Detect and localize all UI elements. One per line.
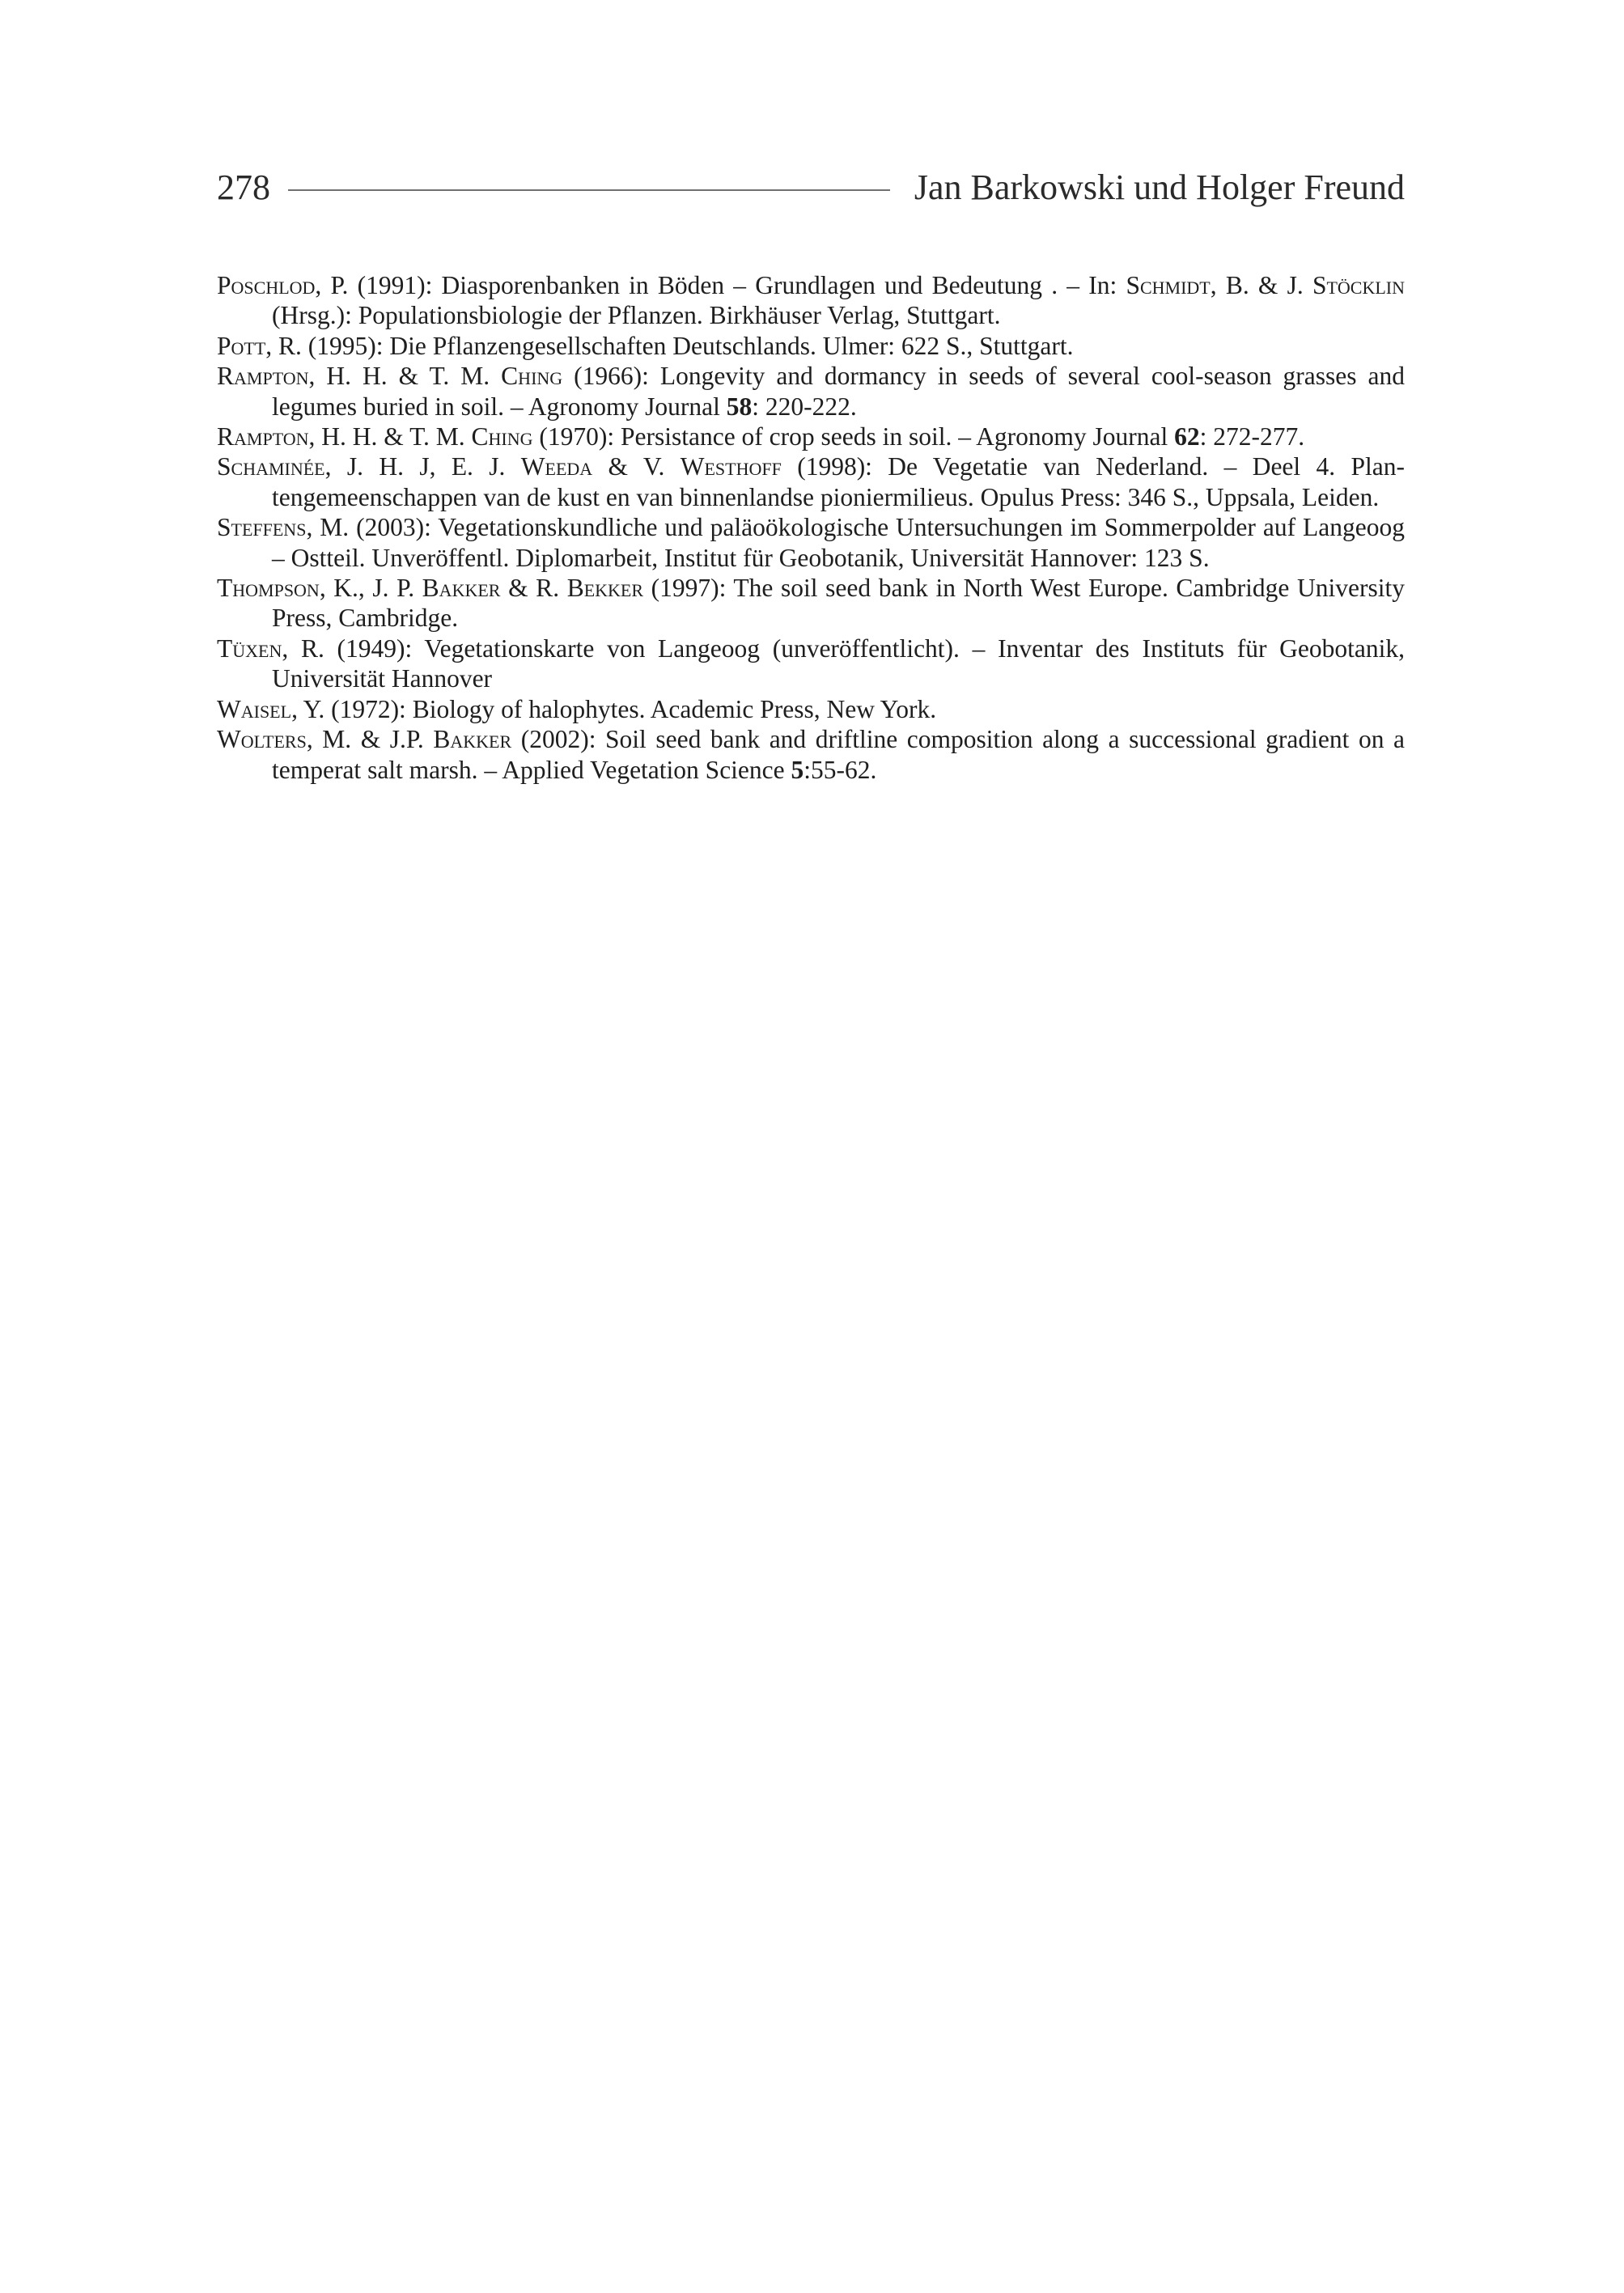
page-number: 278 bbox=[217, 167, 270, 207]
reference-author: Rampton bbox=[217, 422, 309, 451]
reference-text: : 220-222. bbox=[752, 392, 857, 421]
reference-text: , M. & J.P. bbox=[306, 725, 434, 754]
reference-author: Bakker bbox=[422, 574, 501, 603]
reference-author: Bakker bbox=[433, 725, 512, 754]
reference-author: Schaminée bbox=[217, 452, 325, 481]
running-head-authors: Jan Barkowski und Holger Freund bbox=[914, 167, 1405, 207]
reference-text: & V. bbox=[592, 452, 681, 481]
reference-author: Tüxen bbox=[217, 634, 282, 663]
reference-text: , R. (1949): Vegetationskarte von Langeoog (unveröffentlicht). – Inventar des Instituts für Geobotanik, Universität Hannover bbox=[272, 634, 1405, 693]
reference-text: , H. H. & T. M. bbox=[308, 362, 502, 391]
reference-volume: 5 bbox=[791, 755, 804, 784]
reference-list bbox=[217, 270, 1405, 785]
reference-text: (1966): Longevity and dormancy in seeds of several cool-season grasses and legumes buried in soil. – Agronomy Journal bbox=[272, 362, 1406, 421]
reference-text: (1970): Persistance of crop seeds in soil. – Agronomy Journal bbox=[532, 422, 1175, 451]
reference-text: :55-62. bbox=[804, 755, 877, 784]
reference-text: , Y. (1972): Biology of halophytes. Academic Press, New York. bbox=[291, 694, 937, 723]
reference-text: , M. (2003): Vegetationskundliche und paläoökologische Untersuchungen im Sommerpolder auf Langeoog – Ostteil. Unveröffentl. Diplomarbeit, Institut für Geobotanik, Universität Hannover: 123 S. bbox=[272, 513, 1405, 572]
reference-author: Weeda bbox=[520, 452, 593, 481]
running-head bbox=[217, 162, 1405, 214]
reference-author: Thompson bbox=[217, 574, 320, 603]
reference-entry bbox=[217, 270, 1405, 331]
reference-author: Bekker bbox=[566, 574, 644, 603]
reference-entry bbox=[217, 422, 1405, 451]
reference-text: (1997): The soil seed bank in North West Europe. Cambridge University Press, Cambridge. bbox=[272, 574, 1405, 633]
reference-text: & R. bbox=[500, 574, 567, 603]
reference-text: (1998): De Vegetatie van Nederland. – Deel 4. Plantengemeenschappen van de kust en van binnenlandse pioniermilieus. Opulus Press: 346 S., Uppsala, Leiden. bbox=[272, 452, 1406, 511]
reference-text: : 272-277. bbox=[1199, 422, 1305, 451]
reference-text: , J. H. J, E. J. bbox=[324, 452, 521, 481]
reference-text: , K., J. P. bbox=[319, 574, 422, 603]
reference-volume: 58 bbox=[726, 392, 753, 421]
reference-author: Poschlod bbox=[217, 271, 316, 299]
reference-text: , B. & J. bbox=[1210, 271, 1312, 299]
header-rule bbox=[288, 189, 890, 191]
reference-entry bbox=[217, 361, 1405, 422]
reference-author: Wolters bbox=[217, 725, 307, 754]
reference-author: Schmidt bbox=[1126, 271, 1211, 299]
reference-author: Rampton bbox=[217, 362, 309, 391]
reference-author: Pott bbox=[217, 331, 266, 360]
reference-text: , R. (1995): Die Pflanzengesellschaften Deutschlands. Ulmer: 622 S., Stuttgart. bbox=[265, 331, 1074, 360]
reference-entry bbox=[217, 451, 1405, 512]
reference-author: Stöcklin bbox=[1312, 271, 1405, 299]
reference-author: Ching bbox=[501, 362, 563, 391]
reference-text: , H. H. & T. M. bbox=[308, 422, 472, 451]
reference-entry bbox=[217, 331, 1405, 361]
reference-text: (Hrsg.): Populationsbiologie der Pflanzen. Birkhäuser Verlag, Stuttgart. bbox=[272, 301, 1001, 330]
reference-author: Waisel bbox=[217, 694, 292, 723]
reference-author: Ching bbox=[471, 422, 533, 451]
reference-text: , P. (1991): Diasporenbanken in Böden – Grundlagen und Bedeutung . – In: bbox=[315, 271, 1126, 299]
reference-author: Westhoff bbox=[680, 452, 782, 481]
reference-entry bbox=[217, 634, 1405, 694]
reference-entry bbox=[217, 724, 1405, 785]
reference-text: (2002): Soil seed bank and driftline composition along a successional gradient on a temperat salt marsh. – Applied Vegetation Science bbox=[272, 725, 1405, 784]
reference-volume: 62 bbox=[1174, 422, 1200, 451]
reference-entry bbox=[217, 573, 1405, 634]
reference-entry bbox=[217, 512, 1405, 573]
reference-entry bbox=[217, 694, 1405, 724]
reference-author: Steffens bbox=[217, 513, 307, 542]
